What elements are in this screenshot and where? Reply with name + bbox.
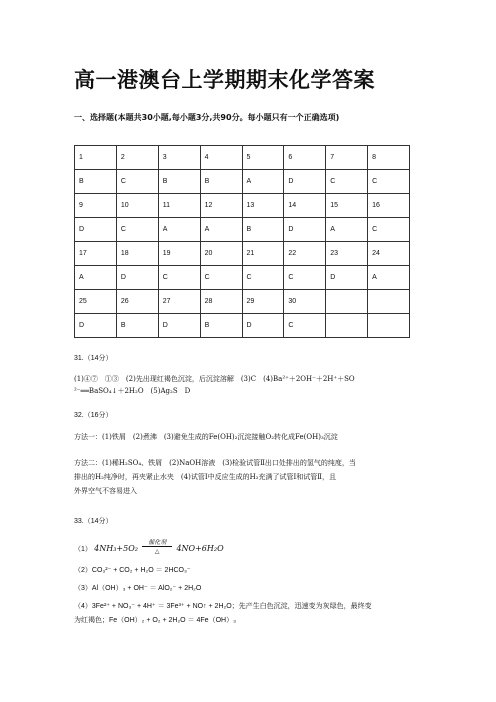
answer-cell: C: [326, 170, 368, 194]
question-33-equation-3: （3）Al（OH）₃ + OH⁻ ＝ AlO₂⁻ + 2H₂O: [74, 585, 202, 592]
question-number-cell: 25: [75, 290, 117, 314]
answer-row: [75, 218, 410, 242]
question-number-cell: 6: [284, 146, 326, 170]
question-number-cell: 1: [75, 146, 117, 170]
question-number-cell: 11: [158, 194, 200, 218]
question-number-cell: 4: [200, 146, 242, 170]
question-number-cell: 22: [284, 242, 326, 266]
question-number-row: [75, 242, 410, 266]
answer-cell: A: [75, 266, 117, 290]
question-number-cell: 7: [326, 146, 368, 170]
answer-cell: D: [242, 314, 284, 338]
catalyst-label: 催化剂: [148, 539, 167, 546]
question-number-cell: 5: [242, 146, 284, 170]
question-32-method-1: 方法一：(1)铁屑 (2)煮沸 (3)避免生成的Fe(OH)₂沉淀接触O₂转化成Fe(OH)₃沉淀: [74, 433, 338, 441]
question-number-cell: 26: [116, 290, 158, 314]
answer-cell: C: [242, 266, 284, 290]
answer-cell: D: [75, 314, 117, 338]
heat-symbol: △: [154, 548, 160, 555]
question-31-heading: 31.（14分）: [74, 355, 113, 362]
question-number-cell: 18: [116, 242, 158, 266]
answer-cell: B: [200, 170, 242, 194]
question-number-cell: [326, 290, 368, 314]
question-32-method-2-line-2: 排出的H₂纯净时，再夹紧止水夹 (4)试管Ⅰ中反应生成的H₂充满了试管Ⅰ和试管Ⅱ，且: [74, 473, 337, 481]
page-title: 高一港澳台上学期期末化学答案: [74, 68, 375, 92]
answer-cell: A: [242, 170, 284, 194]
reaction-condition-arrow: [140, 538, 174, 556]
answer-row: [75, 266, 410, 290]
answer-cell: C: [116, 218, 158, 242]
question-33-equation-4-line-1: （4）3Fe²⁺ + NO₃⁻ + 4H⁺ ＝ 3Fe³⁺ + NO↑ + 2H₂O；先产生白色沉淀，迅速变为灰绿色，最终变: [74, 603, 372, 610]
question-number-cell: 9: [75, 194, 117, 218]
question-number-cell: 8: [368, 146, 410, 170]
question-number-cell: 28: [200, 290, 242, 314]
answer-cell: C: [284, 314, 326, 338]
question-number-cell: 16: [368, 194, 410, 218]
answer-cell: D: [284, 218, 326, 242]
answer-row: [75, 314, 410, 338]
question-33-equation-2: （2）CO₃²⁻ + CO₂ + H₂O ＝ 2HCO₃⁻: [74, 567, 191, 574]
answer-cell: C: [368, 170, 410, 194]
answer-cell: C: [158, 266, 200, 290]
answer-cell: D: [326, 266, 368, 290]
question-number-cell: 13: [242, 194, 284, 218]
question-32-method-2-line-3: 外界空气不容易进入: [74, 487, 137, 495]
answer-cell: D: [284, 170, 326, 194]
question-number-cell: 29: [242, 290, 284, 314]
question-number-cell: 14: [284, 194, 326, 218]
answer-cell: C: [368, 218, 410, 242]
answer-cell: B: [200, 314, 242, 338]
answer-cell: A: [158, 218, 200, 242]
question-number-cell: 15: [326, 194, 368, 218]
question-number-cell: 24: [368, 242, 410, 266]
question-33-heading: 33.（14分）: [74, 518, 113, 525]
answer-cell: B: [242, 218, 284, 242]
equation-1-label: （1）: [74, 546, 92, 553]
answer-cell: B: [116, 314, 158, 338]
equation-1-reactants: 4NH₃+5O₂: [94, 544, 138, 553]
answer-cell: [368, 314, 410, 338]
question-number-cell: 20: [200, 242, 242, 266]
answer-cell: B: [158, 170, 200, 194]
question-number-cell: 17: [75, 242, 117, 266]
answer-row: [75, 170, 410, 194]
question-number-row: [75, 194, 410, 218]
question-number-cell: [368, 290, 410, 314]
question-number-cell: 27: [158, 290, 200, 314]
question-33-equation-1: [74, 538, 414, 560]
question-number-cell: 2: [116, 146, 158, 170]
question-number-cell: 19: [158, 242, 200, 266]
answer-cell: D: [75, 218, 117, 242]
answer-cell: D: [116, 266, 158, 290]
section-heading: 一、选择题(本题共30小题,每小题3分,共90分。每小题只有一个正确选项): [74, 113, 340, 122]
question-number-row: [75, 146, 410, 170]
answer-cell: C: [284, 266, 326, 290]
answer-cell: A: [326, 218, 368, 242]
answer-cell: A: [368, 266, 410, 290]
question-number-cell: 21: [242, 242, 284, 266]
question-32-method-2-line-1: 方法二：(1)稀H₂SO₄、铁屑 (2)NaOH溶液 (3)检验试管Ⅱ出口处排出的氢气的纯度，当: [74, 459, 356, 467]
answer-cell: C: [116, 170, 158, 194]
answer-cell: C: [200, 266, 242, 290]
answer-cell: A: [200, 218, 242, 242]
answer-cell: [326, 314, 368, 338]
question-number-cell: 30: [284, 290, 326, 314]
question-number-cell: 10: [116, 194, 158, 218]
question-31-line-1: (1)④⑦ ①③ (2)先出现红褐色沉淀，后沉淀溶解 (3)C (4)Ba²⁺＋2OH⁻＋2H⁺＋SO: [74, 375, 355, 383]
question-32-heading: 32.（16分）: [74, 412, 113, 419]
answer-cell: B: [75, 170, 117, 194]
question-number-cell: 23: [326, 242, 368, 266]
question-31-line-2: ²⁻══BaSO₄↓＋2H₂O (5)Ag₂S D: [74, 387, 191, 395]
question-33-equation-4-line-2: 为红褐色；Fe（OH）₂ + O₂ + 2H₂O ＝ 4Fe（OH）₃: [74, 617, 236, 624]
question-number-cell: 3: [158, 146, 200, 170]
question-number-cell: 12: [200, 194, 242, 218]
answer-cell: D: [158, 314, 200, 338]
equation-1-products: 4NO+6H₂O: [176, 544, 224, 553]
answer-table: [74, 145, 410, 338]
question-number-row: [75, 290, 410, 314]
